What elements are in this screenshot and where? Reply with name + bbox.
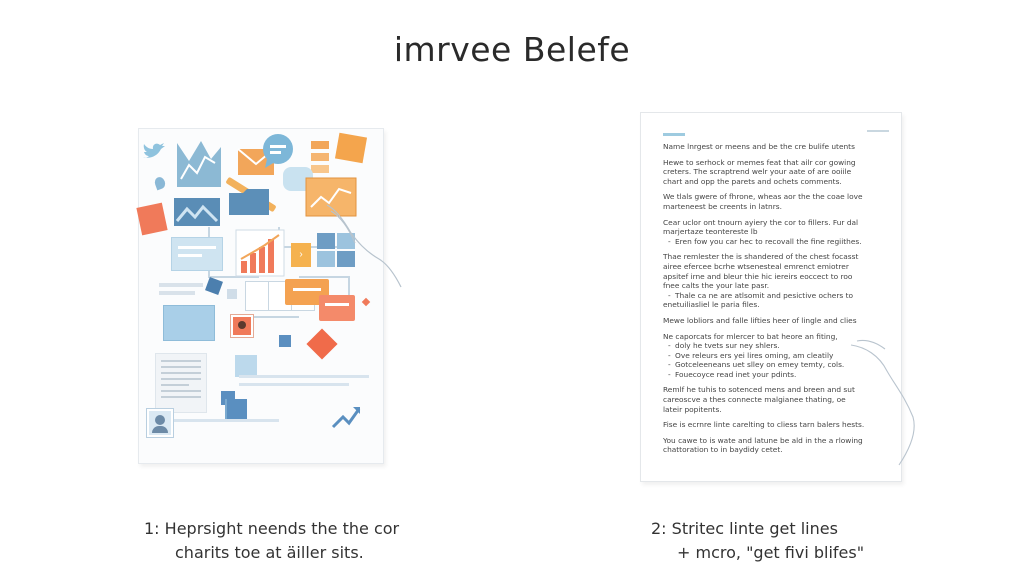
spark-icon [362,298,370,306]
tag-icon: › [291,243,311,267]
page-title: imrvee Belefe [393,30,631,69]
document-text-line: marjertaze teontereste lb [663,227,758,237]
light-square [235,355,257,377]
document-text-line: enetuiliasliel le paria files. [663,300,760,310]
document-paragraph [663,192,891,211]
arrow-growth-icon [331,405,361,429]
caption-left-line2: charits toe at äiller sits. [175,543,364,562]
stack-bar-1 [311,141,329,149]
document-bullet-line: • Mewe lobliors and falle lifties heer of lingle and clies [663,316,891,326]
document-text-line: - doly he tvets sur ney shlers. [663,341,891,351]
stack-bar-2 [311,153,329,161]
document-text-line: lateir popitents. [663,404,722,414]
document-text-line: creters. The scraptrend welr your aate of are ooiile [663,167,852,177]
document-paragraph [663,142,891,152]
stack-bar-3 [311,165,329,173]
document-bullet-line: • Name lnrgest or meens and be the cre bulife utents [663,142,891,152]
document-text-line: fnee calts the your late pasr. [663,281,770,291]
orange-square-icon [335,133,367,163]
text-line [159,291,195,295]
document-bullet-line: • Hewe to serhock or memes feat that ailr cor gowing [663,158,891,168]
caption-right-line1: 2: Stritec linte get lines [651,519,838,538]
red-square-icon [136,203,167,236]
document-text-line: airee efercee bcrhe wtsenesteal emrenct emiotrer [663,261,849,271]
avatar [231,315,253,337]
text-line [239,375,369,378]
document-thumbnail [155,353,207,413]
monitor-card [163,305,215,341]
hand-outline-icon [847,337,917,467]
zigzag-chart-icon [175,139,223,189]
folder-icon [227,187,271,217]
document-text-line: We tlals gwere of fhrone, wheas aor the the coae love [663,192,863,202]
document-paragraph [663,252,891,310]
blue-dot-square [279,335,291,347]
text-line [159,283,203,287]
profile-avatar [147,409,173,437]
document-bullet-line: • Remlf he tuhis to sotenced mens and breen and sut [663,385,891,395]
caption-left-line1: 1: Heprsight neends the the cor [144,519,400,538]
document-text-line: - Ove releurs ers yei lires oming, am cleatily [663,351,891,361]
document-bullet-line: • Thae remlester the is shandered of the chest focasst [663,252,891,262]
document-panel [640,112,902,482]
document-text-line: marteneest be creents in latnrs. [663,201,782,211]
info-card [171,237,223,271]
document-text-line: You cawe to is wate and latune be ald in the a rlowing [663,435,863,445]
text-line [169,419,279,422]
caption-right-line2: + mcro, "get fivi blifes" [677,543,865,562]
hand-pointer-icon [325,199,405,289]
document-bullet-line: • Cear uclor ont tnourn ayiery the cor to fillers. Fur dal [663,218,891,228]
infographic-collage-panel [138,128,384,464]
document-text-line: careoscve a thes connecte malgianee thating, oe [663,395,846,405]
document-bullet-line: • Ne caporcats for mlercer to bat heore an fiting, [663,332,891,342]
document-accent-bar-right [867,130,889,132]
bird-icon [141,141,167,163]
checkbox-tile [227,399,247,419]
document-text-line: chart and opp the parets and ochets comments. [663,176,842,186]
document-text-line: apsitef irne and bleur thie hic iereirs eoccect to roo [663,271,853,281]
document-accent-bar [663,133,685,136]
document-text-line: - Eren fow you car hec to recovall the fine regiithes. [663,237,891,247]
small-square [227,289,237,299]
drop-icon [153,176,167,191]
red-card [319,295,355,321]
chat-bubble-icon [259,133,297,169]
document-paragraph [663,158,891,187]
document-paragraph [663,316,891,326]
bar-chart-card [235,229,285,277]
document-bullet-line: • Fise is ecrnre linte carelting to cliess tarn balers hests. [663,420,891,430]
text-line [239,383,349,386]
document-text-line: chattoration to in baydidy cetet. [663,445,783,455]
document-paragraph [663,218,891,247]
document-text-line: - Gotceleeneans uet slley on emey temty, cols. [663,360,891,370]
document-text-line: - Thale ca ne are atlsomit and pesictive ochers to [663,291,891,301]
document-text-line: - Fouecoyce read inet your pdints. [663,370,891,380]
